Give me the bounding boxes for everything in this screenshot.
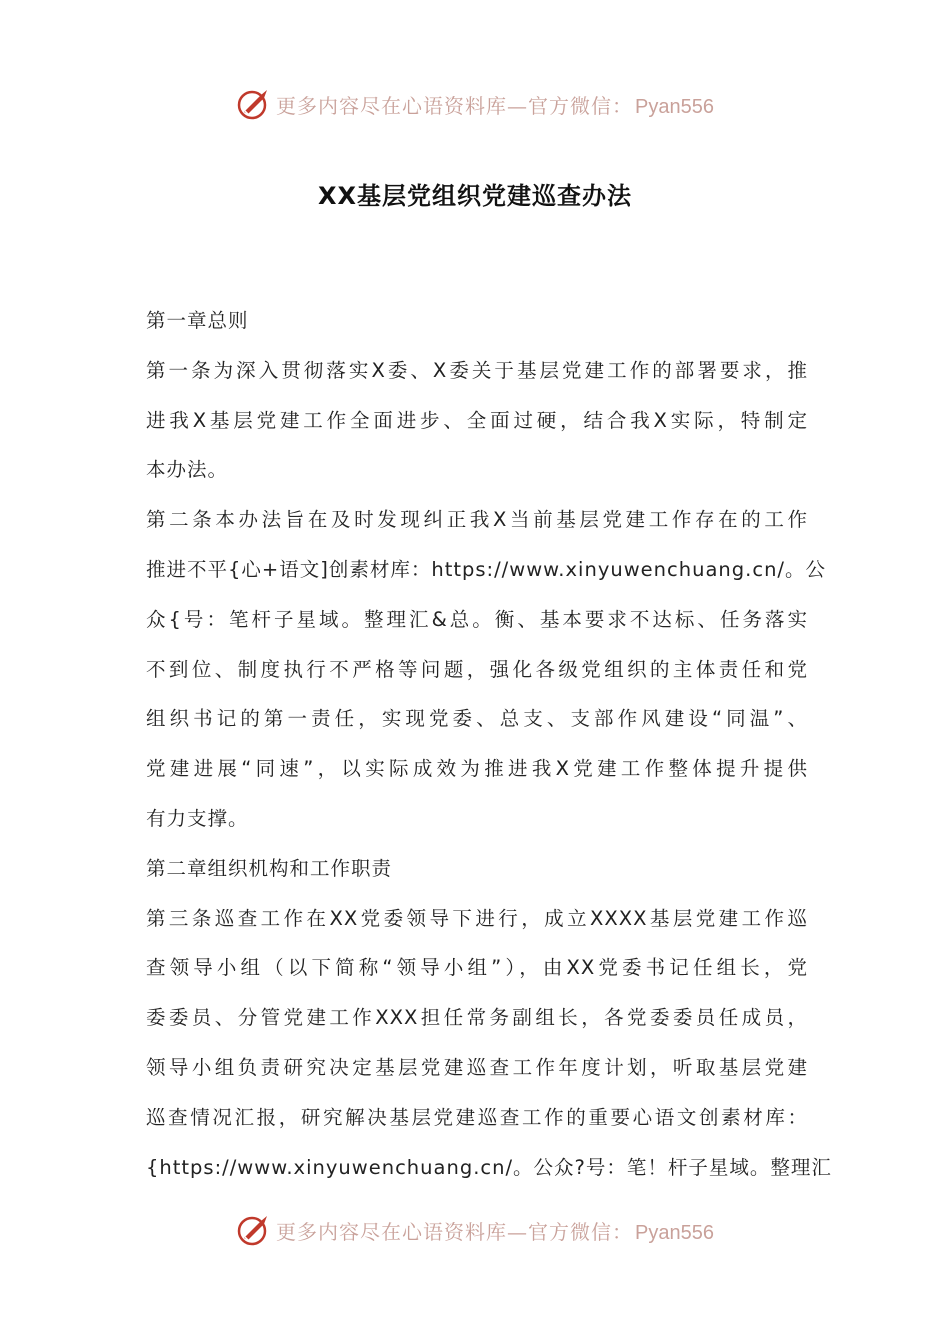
text-line: 巡查情况汇报，研究解决基层党建巡查工作的重要心语文创素材库： xyxy=(146,1105,808,1129)
text-line: 组织书记的第一责任，实现党委、总支、支部作风建设“同温”、 xyxy=(146,707,808,731)
document-title: XX基层党组织党建巡查办法 xyxy=(317,182,632,210)
header-banner xyxy=(0,84,950,124)
text-line: 委委员、分管党建工作XXX担任常务副组长，各党委委员任成员， xyxy=(146,1006,808,1030)
text-line: 党建进展“同速”，以实际成效为推进我X党建工作整体提升提供 xyxy=(146,757,808,781)
pen-logo-icon xyxy=(236,1212,272,1248)
header-banner-text xyxy=(276,90,714,119)
header-banner-label: 更多内容尽在心语资料库—官方微信： xyxy=(276,93,634,118)
text-line: 领导小组负责研究决定基层党建巡查工作年度计划，听取基层党建 xyxy=(146,1055,808,1079)
header-banner-handle: Pyan556 xyxy=(635,95,714,118)
footer-banner-label: 更多内容尽在心语资料库—官方微信： xyxy=(276,1219,634,1244)
text-line: 查领导小组（以下简称“领导小组”），由XX党委书记任组长，党 xyxy=(146,956,808,980)
text-line: 不到位、制度执行不严格等问题，强化各级党组织的主体责任和党 xyxy=(146,657,808,681)
text-line: 第一章总则 xyxy=(146,309,249,332)
text-line: 众{号：笔杆子星域。整理汇&总。衡、基本要求不达标、任务落实 xyxy=(146,607,808,631)
text-line: 第一条为深入贯彻落实X委、X委关于基层党建工作的部署要求，推 xyxy=(146,358,808,382)
text-line: 本办法。 xyxy=(146,458,229,482)
text-line: 进我X基层党建工作全面进步、全面过硬，结合我X实际，特制定 xyxy=(146,408,808,432)
text-line: 第二条本办法旨在及时发现纠正我X当前基层党建工作存在的工作 xyxy=(146,508,808,532)
document-body xyxy=(146,296,832,1192)
footer-banner-handle: Pyan556 xyxy=(635,1221,714,1244)
text-line: 第二章组织机构和工作职责 xyxy=(146,856,393,880)
text-line: 第三条巡查工作在XX党委领导下进行，成立XXXX基层党建工作巡 xyxy=(146,906,808,930)
text-line: 有力支撑。 xyxy=(146,806,249,830)
footer-banner xyxy=(0,1210,950,1250)
footer-banner-text xyxy=(276,1216,714,1245)
pen-logo-icon xyxy=(236,86,272,122)
text-line: {https://www.xinyuwenchuang.cn/。公众?号：笔！杆子星域。整理汇 xyxy=(146,1155,832,1179)
text-line: 推进不平{心+语文]创素材库：https://www.xinyuwenchuang.cn/。公 xyxy=(146,557,826,581)
